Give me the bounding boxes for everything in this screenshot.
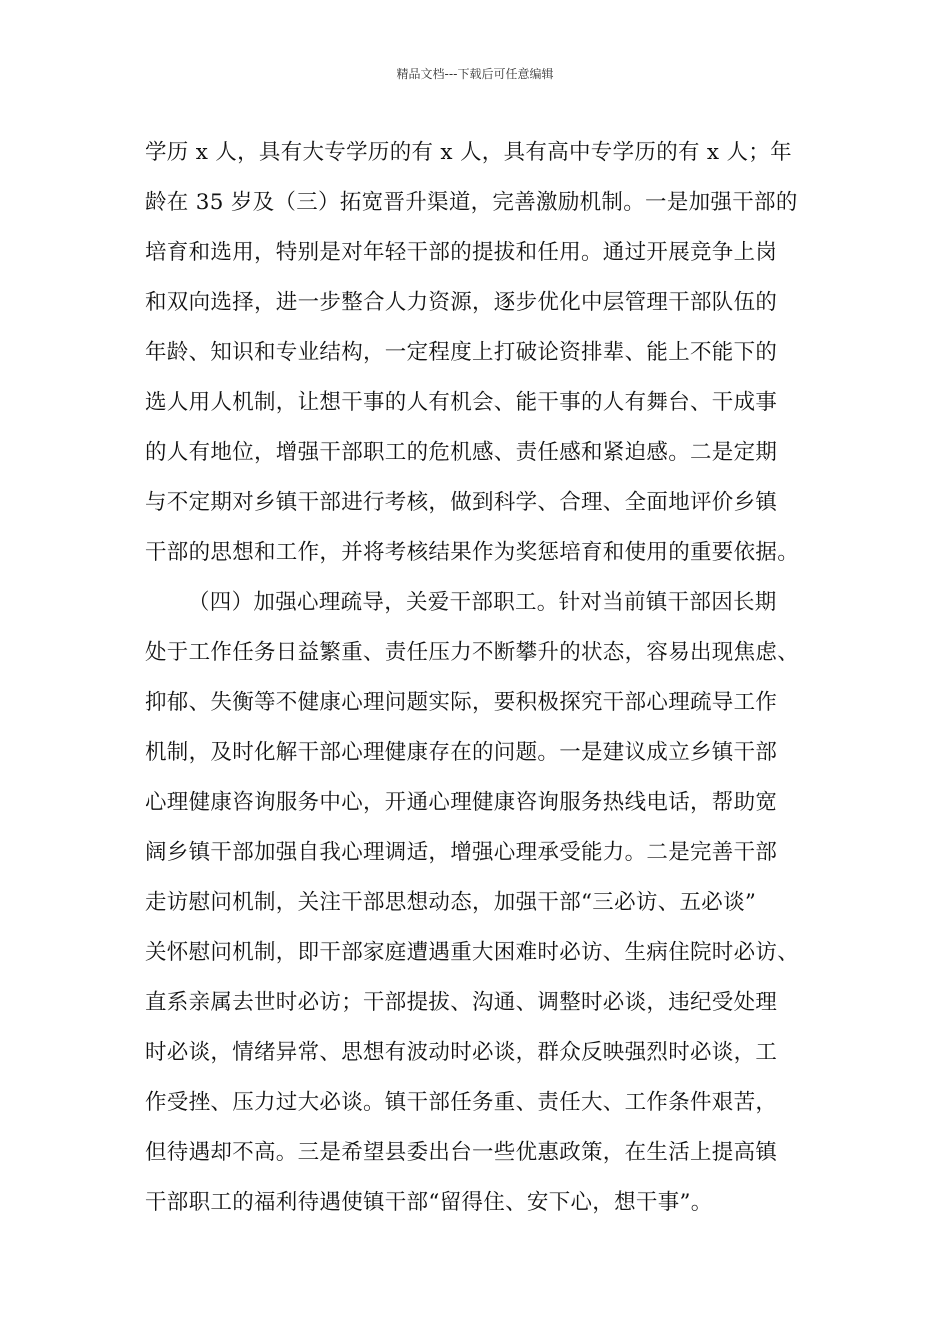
text-line: 处于工作任务日益繁重、责任压力不断攀升的状态，容易出现焦虑、	[145, 640, 800, 665]
text-line: 的人有地位，增强干部职工的危机感、责任感和紧迫感。二是定期	[145, 440, 778, 465]
document-body	[145, 128, 835, 1228]
text-line: 阔乡镇干部加强自我心理调适，增强心理承受能力。二是完善干部	[145, 840, 778, 865]
text-line: 与不定期对乡镇干部进行考核，做到科学、合理、全面地评价乡镇	[145, 490, 778, 515]
paragraph-start-line: （四）加强心理疏导，关爱干部职工。针对当前镇干部因长期	[188, 590, 777, 615]
text-line: 干部的思想和工作，并将考核结果作为奖惩培育和使用的重要依据。	[145, 540, 800, 565]
text-line: 时必谈，情绪异常、思想有波动时必谈，群众反映强烈时必谈，工	[145, 1040, 778, 1065]
text-line: 和双向选择，进一步整合人力资源，逐步优化中层管理干部队伍的	[145, 290, 778, 315]
text-line: 走访慰问机制，关注干部思想动态，加强干部“三必访、五必谈”	[145, 890, 757, 915]
text-line: 关怀慰问机制，即干部家庭遭遇重大困难时必访、生病住院时必访、	[145, 940, 800, 965]
text-line: 机制，及时化解干部心理健康存在的问题。一是建议成立乡镇干部	[145, 740, 778, 765]
text-line: 干部职工的福利待遇使镇干部“留得住、安下心，想干事”。	[145, 1190, 713, 1215]
text-line: 学历 x 人，具有大专学历的有 x 人，具有高中专学历的有 x 人；年	[145, 140, 792, 165]
text-line: 年龄、知识和专业结构，一定程度上打破论资排辈、能上不能下的	[145, 340, 778, 365]
text-line: 心理健康咨询服务中心，开通心理健康咨询服务热线电话，帮助宽	[145, 790, 778, 815]
text-line: 选人用人机制，让想干事的人有机会、能干事的人有舞台、干成事	[145, 390, 778, 415]
page-header: 精品文档---下载后可任意编辑	[396, 67, 554, 81]
text-line: 作受挫、压力过大必谈。镇干部任务重、责任大、工作条件艰苦，	[145, 1090, 778, 1115]
text-line: 龄在 35 岁及（三）拓宽晋升渠道，完善激励机制。一是加强干部的	[145, 190, 798, 215]
text-line: 培育和选用，特别是对年轻干部的提拔和任用。通过开展竞争上岗	[145, 240, 778, 265]
text-line: 但待遇却不高。三是希望县委出台一些优惠政策，在生活上提高镇	[145, 1140, 778, 1165]
text-line: 抑郁、失衡等不健康心理问题实际，要积极探究干部心理疏导工作	[145, 690, 778, 715]
text-line: 直系亲属去世时必访；干部提拔、沟通、调整时必谈，违纪受处理	[145, 990, 778, 1015]
